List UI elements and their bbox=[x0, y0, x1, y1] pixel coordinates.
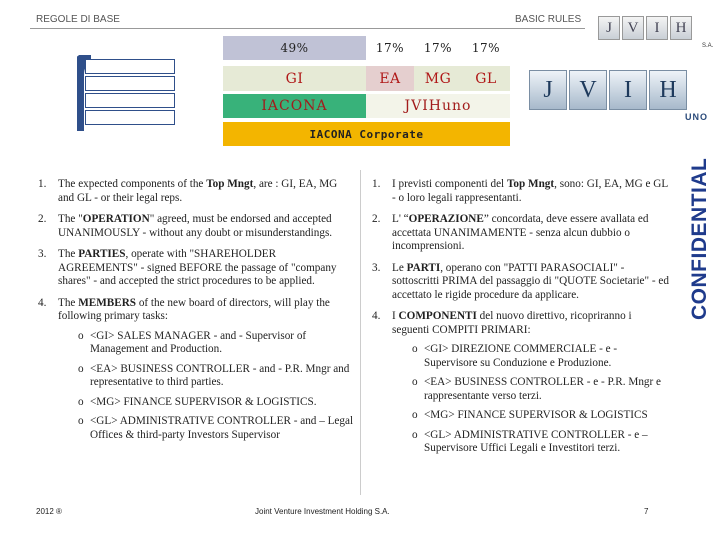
item-number: 1. bbox=[38, 178, 47, 190]
task-text: <GL> ADMINISTRATIVE CONTROLLER - e – Supervisore Uffici Legali e Investitori terzi. bbox=[424, 428, 648, 454]
italian-item-3 bbox=[370, 262, 670, 303]
header-right-title: BASIC RULES bbox=[515, 14, 582, 25]
english-task-ea bbox=[58, 363, 354, 390]
item-number: 4. bbox=[372, 310, 381, 322]
task-text: <EA> BUSINESS CONTROLLER - e - P.R. Mngr e rappresentante verso terzi. bbox=[424, 376, 661, 402]
logo-big-tile-v: V bbox=[569, 70, 607, 110]
share-mg-percent: 17% bbox=[414, 36, 462, 60]
item-text: , operate with "SHAREHOLDER AGREEMENTS" - signed BEFORE the passage of "company shares" - and accepted the strict procedures to be applied. bbox=[58, 248, 337, 287]
english-item-3 bbox=[36, 248, 354, 289]
item-text: " agreed, must be endorsed and accepted UNANIMOUSLY - without any doubt or misunderstandings. bbox=[58, 213, 333, 239]
member-mg: MG bbox=[414, 66, 462, 91]
task-text: <MG> FINANCE SUPERVISOR & LOGISTICS bbox=[424, 409, 648, 421]
item-text: , are : GI, EA, MG and GL - or their legal reps. bbox=[58, 178, 338, 204]
english-item-2 bbox=[36, 213, 354, 240]
item-emphasis: Top Mngt bbox=[206, 178, 254, 190]
italian-item-2 bbox=[370, 213, 670, 254]
confidential-stamp: CONFIDENTIAL bbox=[688, 157, 711, 320]
item-text: The " bbox=[58, 213, 83, 225]
bullet-icon: o bbox=[412, 409, 418, 421]
bullet-icon: o bbox=[78, 415, 84, 427]
item-emphasis: PARTI bbox=[406, 261, 441, 274]
italian-column bbox=[370, 178, 670, 464]
decorative-bar bbox=[85, 76, 175, 91]
italian-task-gi bbox=[392, 343, 670, 370]
logo-tile-i: I bbox=[646, 16, 668, 40]
item-text: Le bbox=[392, 261, 407, 274]
decorative-bar bbox=[85, 59, 175, 74]
logo-big-tile-j: J bbox=[529, 70, 567, 110]
item-text: , sono: GI, EA, MG e GL - o loro legali rappresentanti. bbox=[392, 178, 668, 204]
item-emphasis: COMPONENTI bbox=[398, 310, 477, 322]
italian-item-4 bbox=[370, 310, 670, 456]
jvih-uno-logo bbox=[527, 68, 708, 122]
item-number: 1. bbox=[372, 178, 381, 190]
share-ea-percent: 17% bbox=[366, 36, 414, 60]
page-number: 7 bbox=[644, 507, 649, 516]
item-text: I previsti componenti del bbox=[392, 178, 507, 190]
bullet-icon: o bbox=[412, 343, 418, 355]
item-number: 2. bbox=[38, 213, 47, 225]
header-left-title: REGOLE DI BASE bbox=[36, 14, 120, 25]
item-number: 3. bbox=[38, 248, 47, 260]
english-column bbox=[36, 178, 354, 450]
italian-task-ea bbox=[392, 376, 670, 403]
item-text: , operano con "PATTI PARASOCIALI" - sottoscritti PRIMA del passaggio di "QUOTE Societarie" - ed accettato le rigide procedure da applicare. bbox=[392, 261, 669, 301]
item-emphasis: Top Mngt bbox=[506, 178, 555, 190]
logo-tile-h: H bbox=[670, 16, 692, 40]
english-task-mg bbox=[58, 396, 354, 410]
italian-task-mg bbox=[392, 409, 670, 423]
bullet-icon: o bbox=[412, 428, 418, 441]
member-ea: EA bbox=[366, 66, 414, 91]
logo-tile-v: V bbox=[622, 16, 644, 40]
item-emphasis: PARTIES bbox=[78, 248, 126, 260]
jvih-logo-small bbox=[598, 12, 714, 49]
italian-task-gl bbox=[392, 429, 670, 456]
member-gi: GI bbox=[223, 66, 366, 91]
footer-company: Joint Venture Investment Holding S.A. bbox=[255, 507, 390, 516]
task-text: <MG> FINANCE SUPERVISOR & LOGISTICS. bbox=[90, 395, 317, 408]
logo-big-tile-i: I bbox=[609, 70, 647, 110]
decorative-bar bbox=[85, 93, 175, 108]
item-text: of the new board of directors, will play the following primary tasks: bbox=[58, 296, 330, 322]
share-gi-percent: 49% bbox=[223, 36, 366, 60]
item-number: 2. bbox=[372, 213, 381, 225]
bullet-icon: o bbox=[78, 329, 84, 342]
bullet-icon: o bbox=[412, 376, 418, 388]
iacona-corporate-bar: IACONA Corporate bbox=[223, 122, 510, 146]
item-text: I bbox=[392, 310, 399, 322]
group-jvihuno: JVIHuno bbox=[366, 94, 510, 118]
task-text: <EA> BUSINESS CONTROLLER - and - P.R. Mngr and representative to third parties. bbox=[90, 362, 350, 388]
bullet-icon: o bbox=[78, 362, 84, 375]
header-divider bbox=[30, 28, 585, 29]
share-gl-percent: 17% bbox=[462, 36, 510, 60]
item-text: del nuovo direttivo, ricopriranno i seguenti COMPITI PRIMARI: bbox=[392, 310, 632, 336]
item-emphasis: MEMBERS bbox=[78, 296, 137, 309]
english-task-gi bbox=[58, 330, 354, 357]
group-iacona: IACONA bbox=[223, 94, 366, 118]
decorative-bars-graphic bbox=[77, 55, 175, 133]
item-text: L' “ bbox=[392, 213, 409, 225]
english-item-1 bbox=[36, 178, 354, 205]
decorative-bar bbox=[85, 110, 175, 125]
item-text: The expected components of the bbox=[58, 178, 207, 190]
italian-item-1 bbox=[370, 178, 670, 205]
english-task-gl bbox=[58, 415, 354, 442]
item-emphasis: OPERATION bbox=[82, 213, 150, 225]
english-item-4 bbox=[36, 297, 354, 443]
item-text: The bbox=[58, 296, 79, 309]
item-number: 3. bbox=[372, 261, 381, 274]
item-emphasis: OPERAZIONE bbox=[408, 213, 484, 225]
member-gl: GL bbox=[462, 66, 510, 91]
logo-big-subtitle-uno: UNO bbox=[685, 112, 708, 122]
item-number: 4. bbox=[38, 296, 47, 309]
item-text: ” concordata, deve essere avallata ed accettata UNANIMAMENTE - senza alcun dubbio o incomprensioni. bbox=[392, 213, 649, 252]
task-text: <GI> SALES MANAGER - and - Supervisor of Management and Production. bbox=[90, 329, 307, 355]
logo-big-tile-h: H bbox=[649, 70, 687, 110]
logo-subtitle-sa: S.A. bbox=[702, 43, 714, 49]
logo-tile-j: J bbox=[598, 16, 620, 40]
task-text: <GL> ADMINISTRATIVE CONTROLLER - and – Legal Offices & third-party Investors Supervisor bbox=[90, 415, 354, 441]
column-divider bbox=[360, 170, 361, 495]
item-text: The bbox=[58, 248, 79, 260]
task-text: <GI> DIREZIONE COMMERCIALE - e - Supervisore su Conduzione e Produzione. bbox=[424, 343, 618, 369]
bullet-icon: o bbox=[78, 395, 84, 408]
footer-year: 2012 ® bbox=[36, 507, 62, 516]
